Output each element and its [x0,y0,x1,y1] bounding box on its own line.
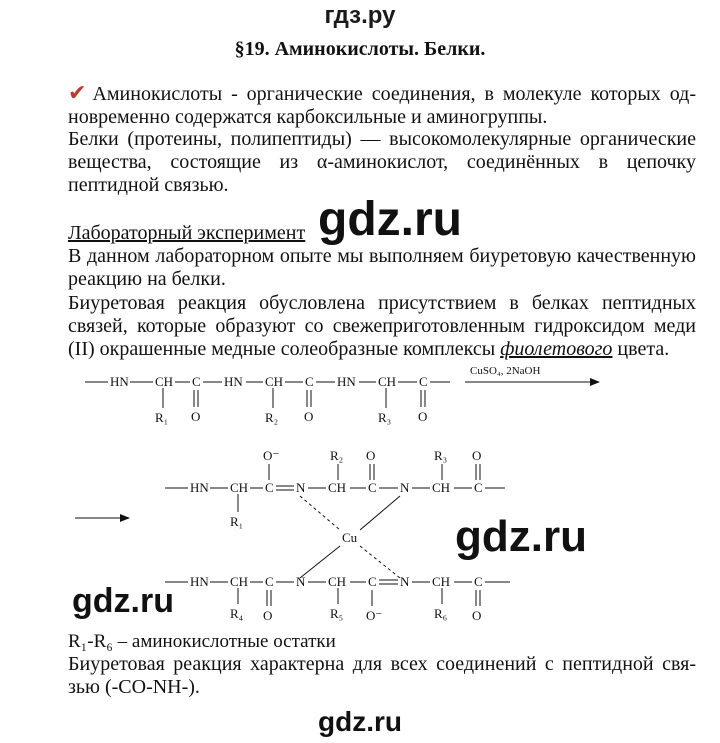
chem-r3-top: R₃ [378,410,392,425]
chem-c-6: C [474,480,483,495]
chem-n-4: N [400,574,410,589]
chem-hn-1: HN [110,374,129,389]
chem-n-3: N [296,574,306,589]
chem-c-7: C [265,574,274,589]
amino-acids-text: Аминокислоты - органические соединения, в молекуле которых од-новременно содержатся карбоксильные и аминогруппы. [68,83,696,128]
chem-c-2: C [305,374,314,389]
watermark: gdz.ru [318,193,462,246]
check-icon: ✔ [68,81,87,106]
chem-c-9: C [474,574,483,589]
site-header[interactable]: гдз.ру [324,2,396,29]
lab-paragraph-2 [68,292,696,361]
lab-p2-start: Биуретовая реакция обусловлена присутствием в белках пептидных связей, которые образуют со свежеприготовленным гидроксидом меди (II) окрашенные медные солеобразные комплексы [68,292,696,360]
chem-nh-3: HN [337,374,356,389]
chem-r1-complex: R₁ [230,514,244,529]
chem-r3-complex: R₃ [434,448,448,463]
chem-n-1: N [296,480,306,495]
footer-watermark[interactable]: gdz.ru [318,706,402,737]
definition-proteins: Белки (протеины, полипептиды) — высокомолекулярные органические вещества, состоящие из α-аминокислот, соединённых в цепочку пептидной связью. [68,128,696,196]
chem-ominus-2: O⁻ [366,608,383,623]
reagents-label: CuSO₄, 2NaOH [470,365,541,377]
chem-o-1: O [191,409,201,424]
chem-c-8: C [368,574,377,589]
chem-n-2: N [400,480,410,495]
definition-amino-acids [68,82,696,129]
chem-hn-4: HN [190,480,209,495]
watermark: gdz.ru [72,582,174,620]
chem-r5: R₅ [330,606,344,621]
chem-ch-1: CH [155,374,174,389]
chem-ch-2: CH [265,374,284,389]
chem-ch-5: CH [328,480,347,495]
chem-o-7: O [472,608,482,623]
page-title: §19. Аминокислоты. Белки. [234,38,486,60]
chem-ch-7: CH [230,574,249,589]
chem-ominus-1: O⁻ [263,448,280,463]
chem-r2-complex: R₂ [330,448,344,463]
chem-o-4: O [366,448,376,463]
chem-c-5: C [368,480,377,495]
chem-ch-4: CH [230,480,249,495]
chem-ch-6: CH [432,480,451,495]
chem-o-3: O [418,409,428,424]
chem-cu: Cu [342,530,358,545]
chem-r2-top: R₂ [265,410,279,425]
lab-paragraph-1: В данном лабораторном опыте мы выполняем биуретовую качественную реакцию на белки. [68,245,696,290]
chem-c-1: C [192,374,201,389]
chem-o-5: O [472,448,482,463]
chem-nh-2: HN [224,374,243,389]
chem-ch-8: CH [328,574,347,589]
chem-c-3: C [419,374,428,389]
conclusion: Биуретовая реакция характерна для всех соединений с пептидной свя-зью (-CO-NH-). [68,653,696,698]
legend-residues: R₁-R₆ – аминокислотные остатки [68,631,336,652]
lab-p2-end: цвета. [612,338,670,360]
violet-word: фиолетового [500,338,613,360]
chem-ch-9: CH [432,574,451,589]
chem-o-6: O [263,608,273,623]
chem-o-2: O [304,409,314,424]
chem-r4: R₄ [230,606,244,621]
chem-ch-3: CH [378,374,397,389]
watermark: gdz.ru [455,512,587,561]
chem-r1-top: R₁ [155,410,169,425]
chem-c-4: C [265,480,274,495]
chem-hn-5: HN [190,574,209,589]
chem-r6: R₆ [434,606,448,621]
lab-heading: Лабораторный эксперимент [68,222,306,244]
